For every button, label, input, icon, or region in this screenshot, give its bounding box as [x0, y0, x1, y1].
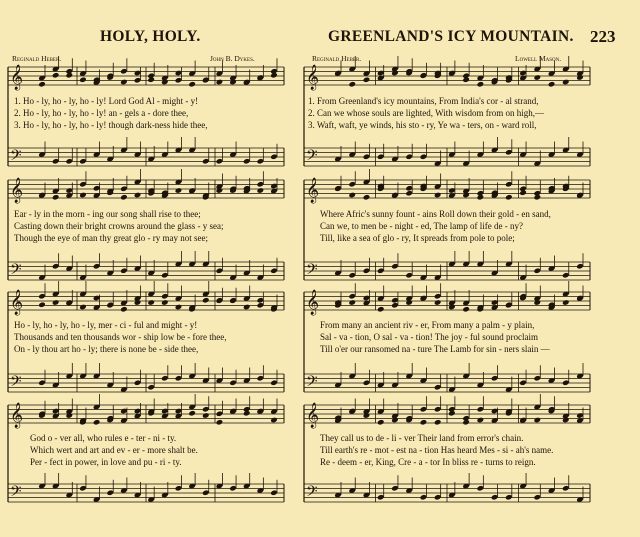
note-head: [363, 412, 371, 419]
lyric-line: 3. Ho - ly, ho - ly, ho - ly! though dark-ness hide thee,: [14, 120, 208, 130]
right-system-1-lyrics: [308, 95, 544, 131]
lyric-line: 2. Can we whose souls are lighted, With wisdom from on high,—: [308, 108, 544, 118]
lyric-line: God o - ver all, who rules e - ter - ni - ty.: [30, 433, 177, 443]
note-head: [434, 419, 442, 426]
lyric-line: Which wert and art and ev - er - more shalt be.: [30, 445, 198, 455]
right-system-2-bass-clef-icon: 𝄢: [306, 261, 318, 282]
lyric-line: Ho - ly, ho - ly, ho - ly, mer - ci - ful and might - y!: [14, 320, 198, 330]
left-system-3-bass-clef-icon: 𝄢: [10, 373, 22, 394]
lyric-line: 1. From Greenland's icy mountains, From India's cor - al strand,: [308, 96, 539, 106]
note-head: [216, 419, 224, 426]
note-head: [534, 74, 542, 81]
left-system-3-lyrics: [14, 319, 226, 355]
note-head: [462, 192, 470, 199]
note-head: [66, 72, 74, 79]
left-system-1-bass-clef-icon: 𝄢: [10, 147, 22, 168]
lyric-line: Ear - ly in the morn - ing our song shall rise to thee;: [14, 209, 201, 219]
note-head: [147, 76, 155, 83]
note-head: [38, 81, 46, 88]
note-head: [477, 417, 485, 424]
note-head: [462, 76, 470, 83]
note-head: [270, 417, 278, 424]
note-head: [188, 81, 196, 88]
note-head: [188, 410, 196, 417]
lyric-line: Per - fect in power, in love and pu - ri - ty.: [30, 457, 182, 467]
left-system-1-lyrics: [14, 95, 208, 131]
note-head: [216, 187, 224, 194]
right-system-3-lyrics: [320, 319, 550, 355]
note-head: [548, 81, 556, 88]
lyric-line: Though the eye of man thy great glo - ry may not see;: [14, 233, 208, 243]
note-head: [243, 410, 251, 417]
left-system-3-treble-clef-icon: 𝄞: [10, 290, 24, 315]
note-head: [448, 410, 456, 417]
note-head: [576, 74, 584, 81]
lyric-line: Can we, to men be - night - ed, The lamp of life de - ny?: [320, 221, 524, 231]
note-head: [161, 79, 169, 86]
note-head: [348, 192, 356, 199]
lyric-line: Till, like a sea of glo - ry, It spreads from pole to pole;: [320, 233, 515, 243]
note-head: [161, 299, 169, 306]
right-hymn-title: GREENLAND'S ICY MOUNTAIN.: [328, 28, 574, 45]
note-head: [120, 306, 128, 313]
right-composer: Lowell Mason.: [515, 54, 562, 63]
left-hymn-title: HOLY, HOLY.: [100, 28, 201, 45]
right-system-4-lyrics: [320, 432, 553, 468]
lyric-line: Sal - va - tion, O sal - va - tion! The joy - ful sound proclaim: [320, 332, 539, 342]
note-head: [562, 299, 570, 306]
note-head: [377, 306, 385, 313]
note-head: [391, 70, 399, 77]
note-head: [202, 297, 210, 304]
note-head: [66, 412, 74, 419]
right-system-1-bass-clef-icon: 𝄢: [306, 147, 318, 168]
note-head: [229, 79, 237, 86]
right-poet: Reginald Heber.: [312, 54, 362, 63]
note-head: [391, 417, 399, 424]
note-head: [216, 79, 224, 86]
left-system-4-bass-clef-icon: 𝄢: [10, 483, 22, 504]
note-head: [134, 299, 142, 306]
note-head: [505, 194, 513, 201]
right-system-4-treble-clef-icon: 𝄞: [306, 403, 320, 428]
note-head: [79, 192, 87, 199]
left-composer: John B. Dykes.: [210, 54, 255, 63]
lyric-line: 1. Ho - ly, ho - ly, ho - ly! Lord God Al - might - y!: [14, 96, 199, 106]
right-system-2-treble-clef-icon: 𝄞: [306, 178, 320, 203]
note-head: [52, 299, 60, 306]
note-head: [519, 189, 527, 196]
note-head: [52, 194, 60, 201]
lyric-line: Till earth's re - mot - est na - tion Has heard Mes - si - ah's name.: [320, 445, 554, 455]
lyric-line: 2. Ho - ly, ho - ly, ho - ly! an - gels a - dore thee,: [14, 108, 189, 118]
note-head: [405, 299, 413, 306]
note-head: [52, 72, 60, 79]
left-system-2-treble-clef-icon: 𝄞: [10, 178, 24, 203]
right-system-1-treble-clef-icon: 𝄞: [306, 65, 320, 90]
note-head: [462, 306, 470, 313]
left-system-4-treble-clef-icon: 𝄞: [10, 403, 24, 428]
note-head: [534, 299, 542, 306]
note-head: [348, 81, 356, 88]
lyric-line: On - ly thou art ho - ly; there is none be - side thee,: [14, 344, 199, 354]
right-system-3-bass-clef-icon: 𝄢: [306, 373, 318, 394]
lyric-line: Thousands and ten thousands wor - ship low be - fore thee,: [14, 332, 227, 342]
left-system-2-bass-clef-icon: 𝄢: [10, 261, 22, 282]
note-head: [175, 187, 183, 194]
note-head: [434, 299, 442, 306]
note-head: [534, 194, 542, 201]
lyric-line: Where Afric's sunny fount - ains Roll down their gold - en sand,: [320, 209, 551, 219]
note-head: [363, 194, 371, 201]
note-head: [93, 419, 101, 426]
note-head: [79, 76, 87, 83]
note-head: [348, 299, 356, 306]
note-head: [243, 304, 251, 311]
note-head: [434, 192, 442, 199]
note-head: [79, 304, 87, 311]
note-head: [270, 72, 278, 79]
note-head: [38, 301, 46, 308]
lyric-line: 3. Waft, waft, ye winds, his sto - ry, Ye wa - ters, on - ward roll,: [308, 120, 537, 130]
note-head: [147, 299, 155, 306]
note-head: [363, 76, 371, 83]
note-head: [562, 417, 570, 424]
note-head: [120, 79, 128, 86]
lyric-line: Re - deem - er, King, Cre - a - tor In bliss re - turns to reign.: [320, 457, 536, 467]
left-system-2-lyrics: [14, 208, 223, 244]
note-head: [120, 194, 128, 201]
note-head: [448, 304, 456, 311]
left-system-4-lyrics: [30, 432, 198, 468]
right-system-3-treble-clef-icon: 𝄞: [306, 290, 320, 315]
note-head: [477, 194, 485, 201]
note-head: [175, 304, 183, 311]
note-head: [377, 419, 385, 426]
left-system-1-treble-clef-icon: 𝄞: [10, 65, 24, 90]
lyric-line: From many an ancient riv - er, From many a palm - y plain,: [320, 320, 535, 330]
note-head: [477, 81, 485, 88]
note-head: [257, 187, 265, 194]
right-system-4-bass-clef-icon: 𝄢: [306, 483, 318, 504]
note-head: [202, 412, 210, 419]
page-number: 223: [590, 27, 616, 46]
note-head: [562, 79, 570, 86]
note-head: [534, 417, 542, 424]
lyric-line: Casting down their bright crowns around the glass - y sea;: [14, 221, 224, 231]
lyric-line: They call us to de - li - ver Their land from error's chain.: [320, 433, 524, 443]
left-poet: Reginald Heber.: [12, 54, 62, 63]
note-head: [420, 419, 428, 426]
note-head: [134, 192, 142, 199]
note-head: [462, 419, 470, 426]
right-system-2-lyrics: [320, 208, 551, 244]
lyric-line: Till o'er our ransomed na - ture The Lamb for sin - ners slain —: [320, 344, 550, 354]
